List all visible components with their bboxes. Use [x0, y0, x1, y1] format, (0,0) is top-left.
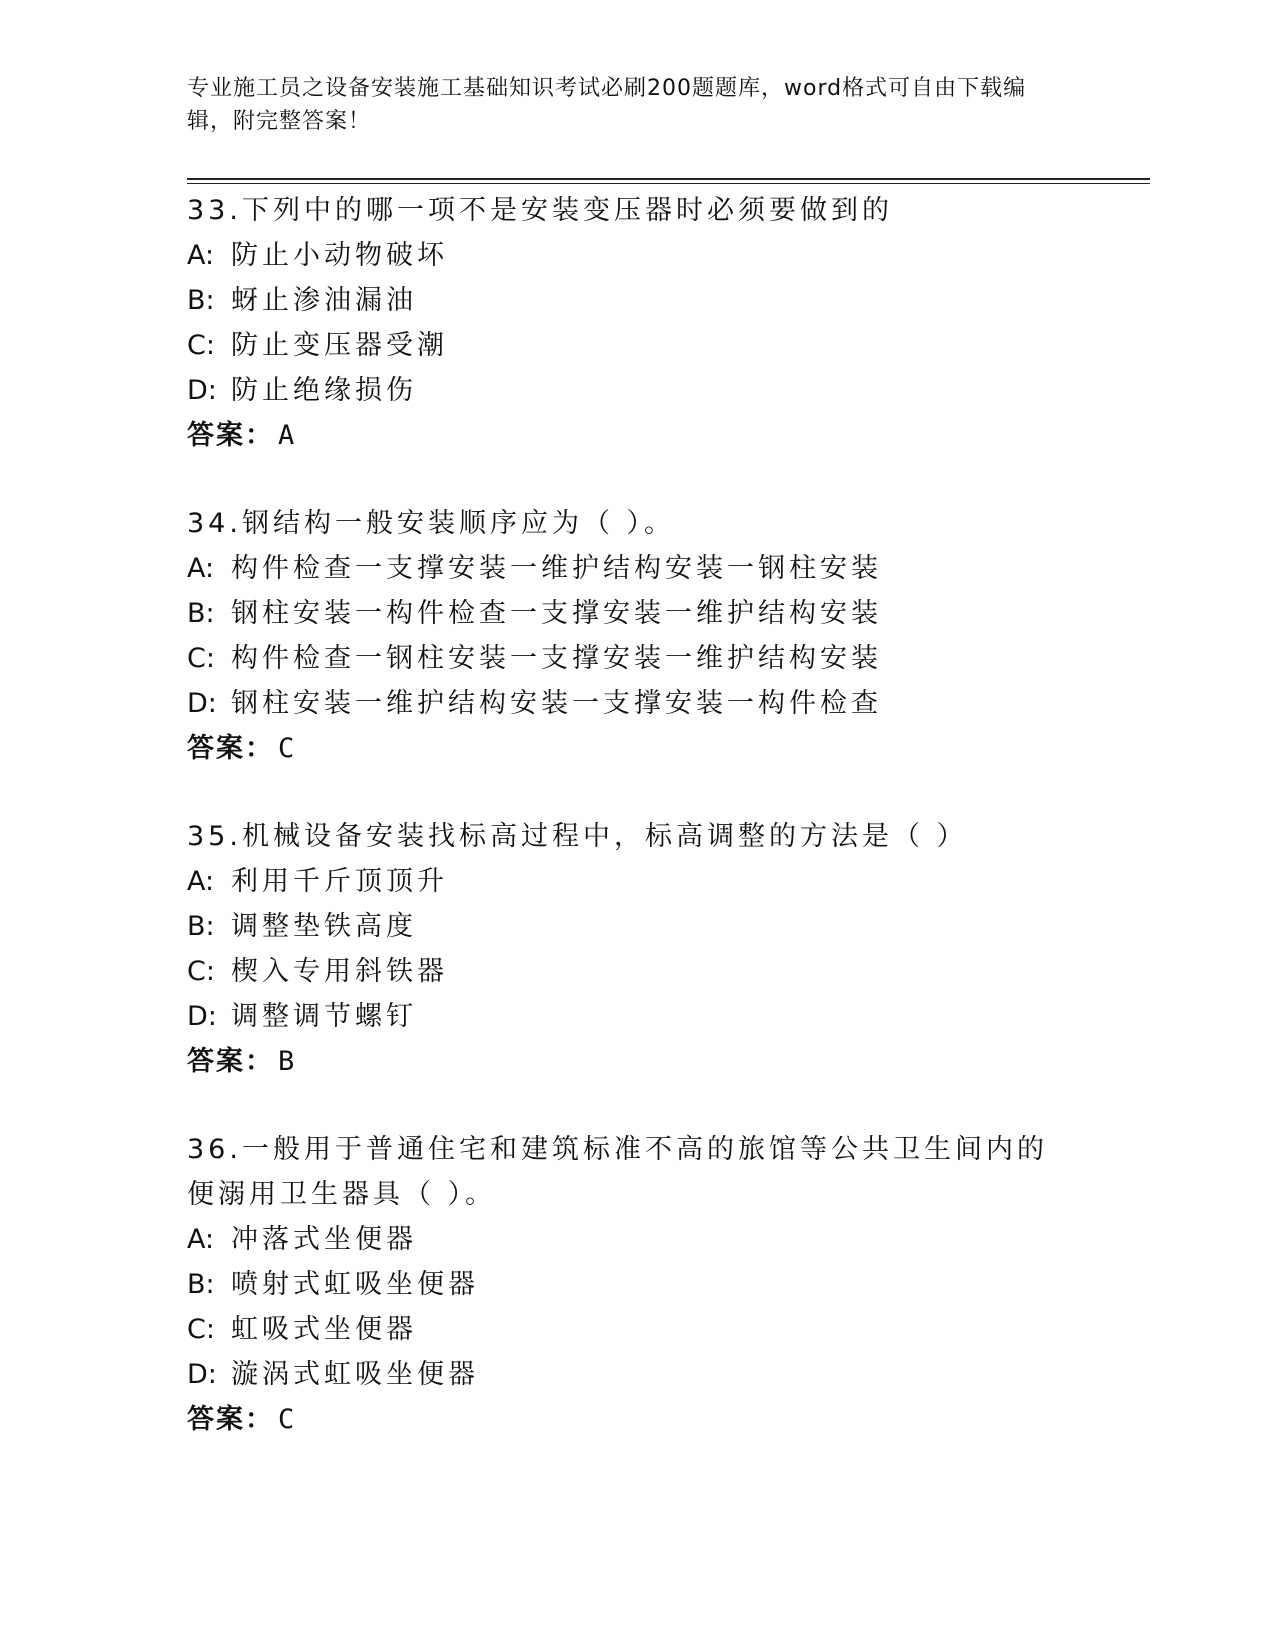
- option-letter: A:: [187, 1224, 215, 1255]
- option-letter: C:: [187, 330, 215, 361]
- answer-label: 答案：: [187, 420, 274, 451]
- answer-label: 答案：: [187, 1404, 274, 1435]
- option-a: [187, 546, 1087, 591]
- question-33: [187, 188, 1087, 458]
- option-letter: D:: [187, 1001, 217, 1032]
- answer-line: [187, 1039, 1087, 1084]
- option-d: [187, 681, 1087, 726]
- option-letter: B:: [187, 285, 215, 316]
- option-text: 构件检查一支撑安装一维护结构安装一钢柱安装: [231, 553, 882, 584]
- option-d: [187, 1352, 1087, 1397]
- option-a: [187, 859, 1087, 904]
- option-b: [187, 278, 1087, 323]
- option-d: [187, 994, 1087, 1039]
- option-text: 冲落式坐便器: [231, 1224, 417, 1255]
- option-text: 钢柱安装一维护结构安装一支撑安装一构件检查: [231, 688, 882, 719]
- option-text: 防止变压器受潮: [231, 330, 448, 361]
- header-rule-thin: [187, 183, 1150, 184]
- option-text: 蚜止渗油漏油: [231, 285, 417, 316]
- header-rule-thick: [187, 178, 1150, 180]
- answer-line: [187, 1397, 1087, 1442]
- option-letter: D:: [187, 375, 217, 406]
- option-letter: B:: [187, 911, 215, 942]
- option-letter: C:: [187, 643, 215, 674]
- option-text: 喷射式虹吸坐便器: [231, 1269, 479, 1300]
- answer-line: [187, 726, 1087, 771]
- option-c: [187, 1307, 1087, 1352]
- option-c: [187, 949, 1087, 994]
- question-stem: 33.下列中的哪一项不是安装变压器时必须要做到的: [187, 195, 893, 226]
- option-a: [187, 233, 1087, 278]
- option-d: [187, 368, 1087, 413]
- answer-line: [187, 413, 1087, 458]
- question-stem: 36.一般用于普通住宅和建筑标准不高的旅馆等公共卫生间内的便溺用卫生器具（ ）。: [187, 1134, 1048, 1210]
- question-34: [187, 501, 1087, 771]
- option-letter: D:: [187, 688, 217, 719]
- question-36: [187, 1127, 1087, 1442]
- option-text: 漩涡式虹吸坐便器: [231, 1359, 479, 1390]
- option-b: [187, 1262, 1087, 1307]
- option-text: 调整垫铁高度: [231, 911, 417, 942]
- document-header: [187, 72, 1067, 138]
- answer-label: 答案：: [187, 1046, 274, 1077]
- answer-label: 答案：: [187, 733, 274, 764]
- question-stem: 34.钢结构一般安装顺序应为（ ）。: [187, 508, 676, 539]
- option-letter: D:: [187, 1359, 217, 1390]
- option-letter: C:: [187, 1314, 215, 1345]
- option-text: 调整调节螺钉: [231, 1001, 417, 1032]
- option-letter: A:: [187, 866, 215, 897]
- option-text: 防止小动物破坏: [231, 240, 448, 271]
- option-text: 防止绝缘损伤: [231, 375, 417, 406]
- option-text: 构件检查一钢柱安装一支撑安装一维护结构安装: [231, 643, 882, 674]
- header-text: 专业施工员之设备安装施工基础知识考试必刷200题题库，word格式可自由下载编辑，附完整答案！: [187, 76, 1027, 134]
- answer-value: A: [278, 420, 297, 451]
- option-text: 利用千斤顶顶升: [231, 866, 448, 897]
- question-stem: 35.机械设备安装找标高过程中，标高调整的方法是（ ）: [187, 821, 968, 852]
- option-text: 虹吸式坐便器: [231, 1314, 417, 1345]
- option-letter: A:: [187, 240, 215, 271]
- option-letter: B:: [187, 1269, 215, 1300]
- option-letter: C:: [187, 956, 215, 987]
- option-letter: A:: [187, 553, 215, 584]
- option-c: [187, 636, 1087, 681]
- option-text: 楔入专用斜铁器: [231, 956, 448, 987]
- answer-value: C: [278, 1404, 297, 1435]
- question-list: [187, 188, 1087, 1485]
- question-35: [187, 814, 1087, 1084]
- option-text: 钢柱安装一构件检查一支撑安装一维护结构安装: [231, 598, 882, 629]
- option-letter: B:: [187, 598, 215, 629]
- option-b: [187, 904, 1087, 949]
- option-b: [187, 591, 1087, 636]
- answer-value: C: [278, 733, 297, 764]
- answer-value: B: [278, 1046, 297, 1077]
- option-a: [187, 1217, 1087, 1262]
- option-c: [187, 323, 1087, 368]
